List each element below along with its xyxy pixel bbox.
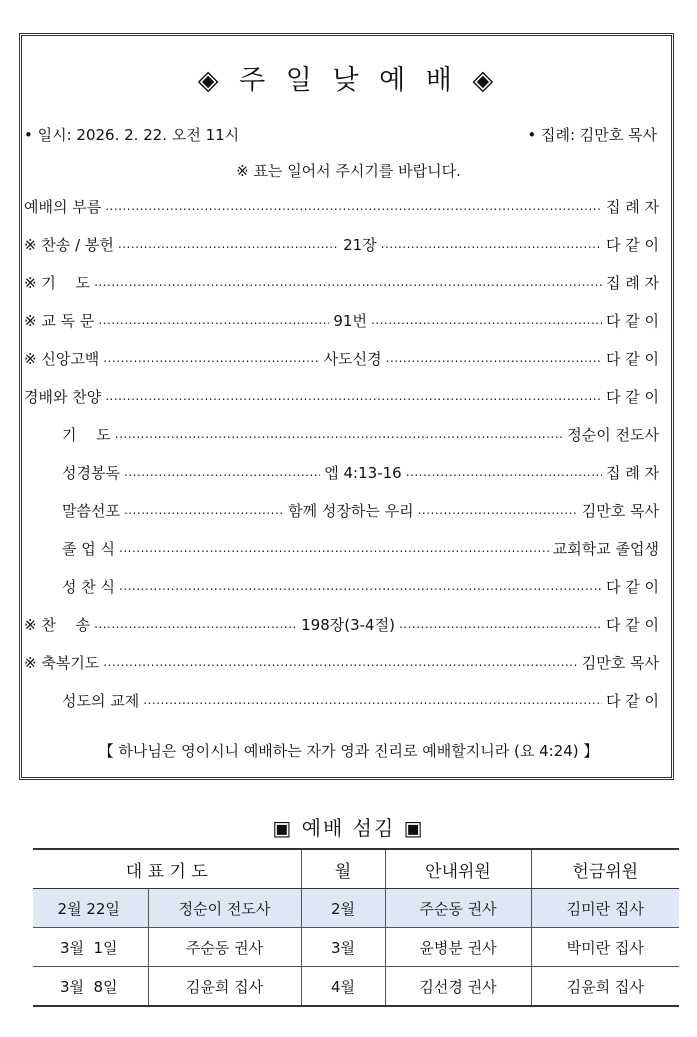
order-who: 다 같 이 [605,311,659,330]
scripture-verse: 【 하나님은 영이시니 예배하는 자가 영과 진리로 예배할지니라 (요 4:24) 】 [98,742,599,760]
offering-cell: 김미란 집사 [531,889,679,928]
order-item [24,613,659,635]
service-section-title: ▣ 예배 섬김 ▣ [272,816,425,840]
header-usher: 안내위원 [385,849,531,889]
prayer-date: 3월 1일 [33,928,148,967]
order-who: 김만호 목사 [581,501,659,520]
order-who: 다 같 이 [605,349,659,368]
order-middle: 91번 [333,311,367,330]
order-middle: 198장(3-4절) [301,615,395,634]
usher-cell: 주순동 권사 [385,889,531,928]
standing-notice: ※ 표는 일어서 주시기를 바랍니다. [236,162,461,180]
leader-dots [119,575,602,597]
prayer-person: 정순이 전도사 [148,889,301,928]
header-prayer: 대 표 기 도 [33,849,301,889]
order-item [24,651,659,673]
order-label: 말씀선포 [62,501,120,520]
order-who: 정순이 전도사 [567,425,659,444]
usher-cell: 김선경 권사 [385,967,531,1007]
leader-dots [94,613,297,635]
order-who: 교회학교 졸업생 [552,539,659,558]
leader-dots [399,613,602,635]
leader-dots [124,499,284,521]
month-cell: 3월 [301,928,385,967]
table-row [33,928,679,967]
order-label: ※ 찬 송 [24,615,91,634]
table-row [33,967,679,1007]
leader-dots [105,385,602,407]
order-item [24,385,659,407]
service-roster-table [33,848,679,1007]
leader-dots [115,423,564,445]
order-item [62,537,659,559]
header-offering: 헌금위원 [531,849,679,889]
order-label: 기 도 [62,425,111,444]
header-month: 월 [301,849,385,889]
order-label: 졸 업 식 [62,539,116,558]
service-leader: • 집례: 김만호 목사 [527,126,657,144]
order-item [24,271,659,293]
usher-cell: 윤병분 권사 [385,928,531,967]
month-cell: 4월 [301,967,385,1007]
prayer-person: 김윤희 집사 [148,967,301,1007]
prayer-person: 주순동 권사 [148,928,301,967]
order-label: 예배의 부름 [24,197,102,216]
table-row [33,889,679,928]
order-middle: 함께 성장하는 우리 [288,501,414,520]
order-middle: 엡 4:13-16 [324,463,402,482]
order-item [24,195,659,217]
prayer-date: 2월 22일 [33,889,148,928]
order-label: 경배와 찬양 [24,387,102,406]
order-middle: 사도신경 [323,349,382,368]
service-date: • 일시: 2026. 2. 22. 오전 11시 [24,126,240,144]
month-cell: 2월 [301,889,385,928]
order-who: 다 같 이 [605,387,659,406]
leader-dots [386,347,602,369]
page-title: ◈ 주 일 낮 예 배 ◈ [197,65,500,96]
leader-dots [103,347,319,369]
order-item [62,423,659,445]
offering-cell: 김윤희 집사 [531,967,679,1007]
leader-dots [98,309,329,331]
leader-dots [418,499,578,521]
order-label: ※ 교 독 문 [24,311,95,330]
order-item [62,689,659,711]
order-item [62,575,659,597]
order-label: ※ 축복기도 [24,653,100,672]
order-item [62,461,659,483]
table-header-row [33,849,679,889]
order-who: 김만호 목사 [581,653,659,672]
leader-dots [143,689,602,711]
order-who: 다 같 이 [605,691,659,710]
prayer-date: 3월 8일 [33,967,148,1007]
order-label: 성 찬 식 [62,577,116,596]
leader-dots [103,651,577,673]
order-label: ※ 찬송 / 봉헌 [24,235,114,254]
leader-dots [124,461,320,483]
order-label: 성도의 교제 [62,691,140,710]
order-who: 집 례 자 [605,197,659,216]
order-who: 다 같 이 [605,615,659,634]
order-who: 다 같 이 [605,235,659,254]
order-item [24,309,659,331]
leader-dots [118,233,339,255]
order-who: 다 같 이 [605,577,659,596]
offering-cell: 박미란 집사 [531,928,679,967]
order-label: 성경봉독 [62,463,120,482]
leader-dots [406,461,602,483]
order-item [24,233,659,255]
leader-dots [94,271,602,293]
order-label: ※ 기 도 [24,273,91,292]
leader-dots [371,309,602,331]
order-item [62,499,659,521]
order-who: 집 례 자 [605,463,659,482]
order-middle: 21장 [343,235,377,254]
order-who: 집 례 자 [605,273,659,292]
order-label: ※ 신앙고백 [24,349,100,368]
order-item [24,347,659,369]
leader-dots [381,233,602,255]
leader-dots [119,537,549,559]
leader-dots [105,195,602,217]
